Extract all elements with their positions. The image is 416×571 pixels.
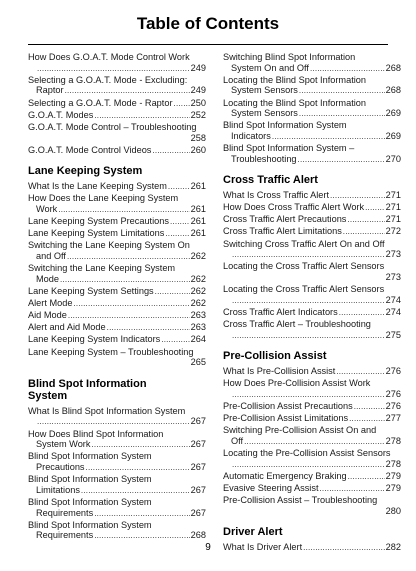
entry-page-number: 270 — [385, 153, 401, 164]
entry-title: Blind Spot Information System — [28, 451, 152, 462]
entry-title: What Is Cross Traffic Alert — [223, 189, 330, 200]
entry-title: Lane Keeping System Indicators — [28, 334, 161, 345]
entry-page-number: 250 — [190, 97, 206, 108]
toc-entry-lane-keeping-system-troubleshooting[interactable] — [28, 347, 206, 369]
entry-second-line — [28, 508, 206, 520]
section-heading-lane-keeping-system — [28, 165, 206, 178]
entry-title: Switching the Lane Keeping System — [28, 262, 176, 273]
entry-page-number: 249 — [190, 85, 206, 96]
entry-second-line — [28, 530, 206, 542]
entry-title: Lane Keeping System – Troubleshooting — [28, 346, 194, 357]
toc-entry-how-does-cross-traffic-alert-work[interactable] — [223, 202, 401, 214]
dot-leader — [354, 402, 385, 413]
entry-second-line — [28, 416, 206, 428]
entry-title: Pre-Collision Assist Limitations — [223, 412, 349, 423]
entry-page-number: 279 — [385, 482, 401, 493]
dot-leader — [339, 308, 385, 319]
dot-leader — [58, 205, 189, 216]
entry-title-continued: System On and Off — [231, 62, 309, 73]
dot-leader — [168, 182, 190, 193]
entry-title-continued: Off — [231, 435, 244, 446]
entry-page-number: 262 — [190, 250, 206, 261]
dot-leader — [347, 215, 384, 226]
toc-entry-blind-spot-information-system[interactable] — [28, 474, 206, 496]
section-heading-text: Lane Keeping System — [28, 165, 143, 178]
entry-page-number: 262 — [190, 285, 206, 296]
dot-leader — [320, 484, 385, 495]
entry-title: Blind Spot Information System — [28, 474, 152, 485]
dot-leader — [107, 323, 190, 334]
toc-entry-switching-the-lane-keeping-system[interactable] — [28, 263, 206, 285]
dot-leader — [60, 275, 190, 286]
toc-entry-blind-spot-information-system[interactable] — [223, 143, 401, 165]
dot-leader — [161, 335, 189, 346]
section-heading-pre-collision-assist — [223, 350, 401, 363]
entry-page-number: 261 — [190, 180, 206, 191]
toc-entry-how-does-blind-spot-information[interactable] — [28, 429, 206, 451]
toc-entry-how-does-the-lane-keeping-system[interactable] — [28, 193, 206, 215]
entry-page-number: 275 — [385, 329, 401, 340]
entry-second-line — [223, 389, 401, 401]
entry-title: Selecting a G.O.A.T. Mode - Raptor — [28, 97, 173, 108]
entry-page-number: 273 — [385, 271, 401, 282]
entry-second-line — [223, 330, 401, 342]
entry-second-line — [223, 85, 401, 97]
entry-title-continued: Mode — [36, 273, 59, 284]
toc-entry-blind-spot-information-system[interactable] — [28, 520, 206, 542]
entry-page-number: 279 — [385, 470, 401, 481]
entry-title: Cross Traffic Alert Limitations — [223, 226, 342, 237]
entry-title-continued: and Off — [36, 250, 66, 261]
entry-title: What Is the Lane Keeping System — [28, 180, 167, 191]
entry-title-continued: Indicators — [231, 130, 271, 141]
entry-title: Locating the Pre-Collision Assist Sensors — [223, 447, 391, 458]
dot-leader — [299, 109, 385, 120]
entry-title: Pre-Collision Assist Precautions — [223, 400, 353, 411]
dot-leader — [348, 472, 385, 483]
entry-title: Locating the Cross Traffic Alert Sensors — [223, 284, 385, 295]
entry-title: Locating the Cross Traffic Alert Sensors — [223, 261, 385, 272]
entry-second-line — [28, 63, 206, 75]
toc-entry-pre-collision-assist-precautions[interactable] — [223, 401, 401, 413]
dot-leader — [232, 331, 385, 342]
entry-page-number: 249 — [190, 62, 206, 73]
entry-title: How Does the Lane Keeping System — [28, 193, 179, 203]
entry-title: G.O.A.T. Modes — [28, 109, 94, 120]
toc-entry-g-o-a-t-modes[interactable] — [28, 110, 206, 122]
toc-entry-cross-traffic-alert-precautions[interactable] — [223, 214, 401, 226]
entry-page-number: 276 — [385, 400, 401, 411]
dot-leader — [91, 440, 189, 451]
entry-title: Aid Mode — [28, 310, 67, 321]
entry-second-line — [28, 462, 206, 474]
entry-page-number: 268 — [385, 85, 401, 96]
toc-entry-g-o-a-t-mode-control-troubleshooting[interactable] — [28, 122, 206, 144]
toc-entry-lane-keeping-system-settings[interactable] — [28, 286, 206, 298]
toc-entry-automatic-emergency-braking[interactable] — [223, 471, 401, 483]
entry-page-number: 272 — [385, 226, 401, 237]
entry-title: What Is Pre-Collision Assist — [223, 365, 336, 376]
entry-page-number: 258 — [190, 132, 206, 143]
entry-second-line — [28, 274, 206, 286]
entry-title: Alert and Aid Mode — [28, 322, 106, 333]
toc-entry-evasive-steering-assist[interactable] — [223, 483, 401, 495]
entry-title-continued: Raptor — [36, 85, 64, 96]
toc-entry-locating-the-cross-traffic-alert-sensors[interactable] — [223, 261, 401, 283]
dot-leader — [330, 191, 385, 202]
entry-page-number: 273 — [385, 249, 401, 260]
entry-title: Switching Blind Spot Information — [223, 52, 356, 62]
entry-page-number: 261 — [190, 203, 206, 214]
entry-title-continued: Limitations — [36, 484, 80, 495]
entry-title: Automatic Emergency Braking — [223, 470, 347, 481]
entry-page-number: 280 — [385, 505, 401, 516]
entry-page-number: 262 — [190, 297, 206, 308]
entry-page-number: 268 — [385, 62, 401, 73]
page-number: 9 — [205, 542, 211, 553]
section-heading-text: Blind Spot Information — [28, 377, 147, 390]
dot-leader — [37, 417, 190, 428]
entry-title: Switching Pre-Collision Assist On and — [223, 425, 377, 436]
dot-leader — [152, 146, 189, 157]
dot-leader — [232, 460, 385, 471]
entry-page-number: 276 — [385, 388, 401, 399]
entry-second-line — [223, 131, 401, 143]
entry-title: Locating the Blind Spot Information — [223, 97, 367, 108]
entry-second-line — [28, 357, 206, 369]
entry-second-line — [28, 133, 206, 145]
entry-second-line — [223, 249, 401, 261]
entry-page-number: 276 — [385, 365, 401, 376]
dot-leader — [165, 229, 189, 240]
toc-entry-alert-mode[interactable] — [28, 298, 206, 310]
dot-leader — [68, 311, 190, 322]
entry-page-number: 261 — [190, 215, 206, 226]
entry-title: What Is Driver Alert — [223, 541, 303, 552]
entry-title: Blind Spot Information System — [223, 120, 347, 131]
entry-second-line — [223, 459, 401, 471]
toc-entry-g-o-a-t-mode-control-videos[interactable] — [28, 145, 206, 157]
dot-leader — [155, 287, 190, 298]
dot-leader — [299, 86, 385, 97]
section-heading-cross-traffic-alert — [223, 174, 401, 187]
dot-leader — [94, 509, 189, 520]
toc-entry-selecting-a-g-o-a-t-mode-raptor[interactable] — [28, 98, 206, 110]
page-title: Table of Contents — [136, 14, 280, 33]
entry-page-number: 278 — [385, 458, 401, 469]
entry-title-continued: System Sensors — [231, 85, 298, 96]
toc-entry-what-is-blind-spot-information-system[interactable] — [28, 406, 206, 428]
entry-second-line — [28, 485, 206, 497]
entry-title: Selecting a G.O.A.T. Mode - Excluding: — [28, 74, 188, 85]
toc-entry-switching-the-lane-keeping-system-on[interactable] — [28, 240, 206, 262]
entry-title: Lane Keeping System Settings — [28, 285, 154, 296]
section-heading-text: Driver Alert — [223, 526, 283, 539]
toc-entry-lane-keeping-system-indicators[interactable] — [28, 334, 206, 346]
dot-leader — [232, 390, 385, 401]
toc-entry-how-does-g-o-a-t-mode-control-work[interactable] — [28, 52, 206, 74]
entry-title: G.O.A.T. Mode Control Videos — [28, 144, 152, 155]
entry-page-number: 269 — [385, 108, 401, 119]
toc-entry-pre-collision-assist-troubleshooting[interactable] — [223, 495, 401, 517]
dot-leader — [232, 296, 385, 307]
toc-entry-blind-spot-information-system[interactable] — [28, 497, 206, 519]
toc-entry-alert-and-aid-mode[interactable] — [28, 322, 206, 334]
entry-page-number: 271 — [385, 214, 401, 225]
entry-page-number: 274 — [385, 294, 401, 305]
entry-page-number: 267 — [190, 439, 206, 450]
toc-entry-lane-keeping-system-limitations[interactable] — [28, 228, 206, 240]
entry-page-number: 267 — [190, 462, 206, 472]
entry-page-number: 265 — [190, 357, 206, 368]
entry-title: Alert Mode — [28, 297, 73, 308]
entry-page-number: 268 — [190, 530, 206, 541]
entry-title: Cross Traffic Alert Precautions — [223, 214, 347, 225]
toc-entry-blind-spot-information-system[interactable] — [28, 451, 206, 473]
left-column — [28, 52, 206, 543]
entry-title: Locating the Blind Spot Information — [223, 74, 367, 85]
dot-leader — [67, 252, 190, 263]
entry-second-line — [28, 251, 206, 263]
toc-entry-cross-traffic-alert-troubleshooting[interactable] — [223, 319, 401, 341]
entry-second-line — [28, 204, 206, 216]
toc-entry-switching-blind-spot-information[interactable] — [223, 52, 401, 74]
entry-page-number: 263 — [190, 322, 206, 333]
entry-page-number: 282 — [385, 541, 401, 552]
entry-page-number: 263 — [190, 310, 206, 321]
entry-title: What Is Blind Spot Information System — [28, 405, 186, 416]
entry-title-continued: Troubleshooting — [231, 153, 297, 164]
toc-entry-what-is-the-lane-keeping-system[interactable] — [28, 181, 206, 193]
entry-title: Switching the Lane Keeping System On — [28, 240, 190, 251]
entry-page-number: 252 — [190, 109, 206, 120]
dot-leader — [94, 531, 189, 542]
toc-entry-selecting-a-g-o-a-t-mode-excluding[interactable] — [28, 75, 206, 97]
entry-title: How Does Pre-Collision Assist Work — [223, 377, 371, 388]
dot-leader — [244, 437, 385, 448]
entry-page-number: 271 — [385, 189, 401, 200]
entry-page-number: 262 — [190, 273, 206, 284]
dot-leader — [86, 463, 190, 474]
entry-page-number: 264 — [190, 334, 206, 345]
entry-second-line — [28, 85, 206, 97]
toc-entry-switching-pre-collision-assist-on-and[interactable] — [223, 425, 401, 447]
entry-title: Cross Traffic Alert – Troubleshooting — [223, 319, 371, 330]
entry-second-line — [223, 295, 401, 307]
toc-entry-cross-traffic-alert-indicators[interactable] — [223, 307, 401, 319]
entry-title: Blind Spot Information System — [28, 519, 152, 530]
entry-page-number: 278 — [385, 435, 401, 446]
dot-leader — [94, 111, 189, 122]
entry-page-number: 277 — [385, 412, 401, 423]
dot-leader — [232, 250, 385, 261]
dot-leader — [73, 299, 189, 310]
entry-title-continued: Requirements — [36, 530, 94, 541]
dot-leader — [336, 367, 384, 378]
entry-title-continued: System Work — [36, 439, 91, 450]
entry-title: G.O.A.T. Mode Control – Troubleshooting — [28, 121, 197, 132]
dot-leader — [81, 486, 190, 497]
dot-leader — [174, 99, 190, 110]
toc-entry-locating-the-cross-traffic-alert-sensors[interactable] — [223, 284, 401, 306]
entry-title: How Does G.O.A.T. Mode Control Work — [28, 52, 190, 62]
section-heading-driver-alert — [223, 526, 401, 539]
entry-title-continued: System Sensors — [231, 108, 298, 119]
entry-page-number: 260 — [190, 144, 206, 155]
entry-title: Lane Keeping System Precautions — [28, 215, 169, 226]
entry-page-number: 271 — [385, 202, 401, 212]
section-heading-text: Pre-Collision Assist — [223, 350, 327, 363]
entry-second-line — [223, 506, 401, 518]
dot-leader — [272, 132, 385, 143]
entry-title: Blind Spot Information System — [28, 496, 152, 507]
section-heading-blind-spot-information — [28, 378, 206, 403]
entry-page-number: 267 — [190, 416, 206, 427]
entry-page-number: 267 — [190, 507, 206, 518]
toc-entry-lane-keeping-system-precautions[interactable] — [28, 216, 206, 228]
toc-entry-locating-the-blind-spot-information[interactable] — [223, 75, 401, 97]
entry-page-number: 267 — [190, 484, 206, 495]
toc-entry-what-is-cross-traffic-alert[interactable] — [223, 190, 401, 202]
dot-leader — [37, 64, 190, 75]
entry-title: How Does Cross Traffic Alert Work — [223, 202, 365, 212]
entry-title: Cross Traffic Alert Indicators — [223, 306, 338, 317]
right-column — [223, 52, 401, 554]
entry-title: How Does Blind Spot Information — [28, 428, 164, 439]
entry-page-number: 261 — [190, 227, 206, 238]
entry-second-line — [223, 154, 401, 166]
toc-entry-locating-the-pre-collision-assist-sensor[interactable] — [223, 448, 401, 470]
title-rule — [28, 44, 388, 45]
entry-page-number: 269 — [385, 130, 401, 141]
toc-entry-cross-traffic-alert-limitations[interactable] — [223, 226, 401, 238]
dot-leader — [365, 203, 385, 214]
entry-second-line — [223, 108, 401, 120]
dot-leader — [298, 155, 385, 166]
entry-second-line — [223, 272, 401, 284]
dot-leader — [349, 414, 385, 425]
section-heading-text-line2: System — [28, 390, 68, 403]
entry-title-continued: Precautions — [36, 462, 85, 472]
dot-leader — [170, 217, 190, 228]
dot-leader — [310, 64, 385, 75]
entry-title: Lane Keeping System Limitations — [28, 227, 165, 238]
section-heading-text: Cross Traffic Alert — [223, 174, 318, 187]
toc-entry-aid-mode[interactable] — [28, 310, 206, 322]
entry-title-continued: Work — [36, 203, 58, 214]
toc-entry-pre-collision-assist-limitations[interactable] — [223, 413, 401, 425]
entry-title: Blind Spot Information System – — [223, 143, 355, 154]
toc-entry-how-does-pre-collision-assist-work[interactable] — [223, 378, 401, 400]
toc-entry-switching-cross-traffic-alert-on-and-off[interactable] — [223, 239, 401, 261]
entry-second-line — [223, 436, 401, 448]
entry-page-number: 274 — [385, 306, 401, 317]
toc-entry-locating-the-blind-spot-information[interactable] — [223, 98, 401, 120]
entry-second-line — [223, 63, 401, 75]
dot-leader — [343, 227, 385, 238]
toc-entry-what-is-pre-collision-assist[interactable] — [223, 366, 401, 378]
entry-second-line — [28, 439, 206, 451]
entry-title: Pre-Collision Assist – Troubleshooting — [223, 495, 378, 506]
dot-leader — [65, 86, 190, 97]
entry-title: Evasive Steering Assist — [223, 482, 319, 493]
entry-title: Switching Cross Traffic Alert On and Off — [223, 238, 385, 249]
toc-entry-blind-spot-information-system[interactable] — [223, 120, 401, 142]
entry-title-continued: Requirements — [36, 507, 94, 518]
